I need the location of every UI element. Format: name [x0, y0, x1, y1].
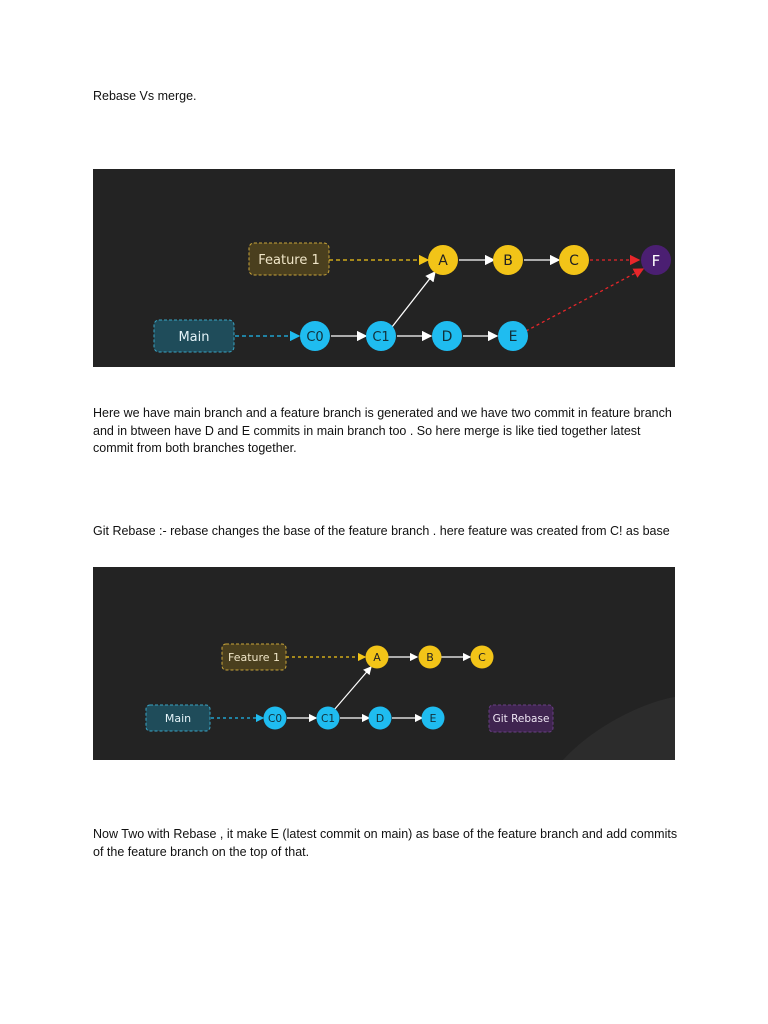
- git-rebase-label: [489, 705, 553, 732]
- edge-e-f: [526, 269, 643, 331]
- svg-text:E: E: [429, 712, 437, 725]
- commit-c1: [317, 707, 340, 730]
- svg-text:C: C: [478, 651, 486, 664]
- svg-text:A: A: [438, 253, 448, 269]
- rebase-diagram: [93, 567, 675, 760]
- svg-text:Feature 1: Feature 1: [227, 651, 281, 664]
- commit-e: [498, 321, 528, 351]
- merge-explanation: Here we have main branch and a feature branch is generated and we have two commit in feature branch and in btween have D and E commits in main branch too . So here merge is like tied together latest commit from both branches together.: [93, 406, 672, 455]
- svg-text:Feature 1: Feature 1: [258, 253, 320, 268]
- rebase-explanation: Now Two with Rebase , it make E (latest commit on main) as base of the feature branch and add commits of the feature branch on the top of that.: [93, 827, 678, 859]
- feature-branch-label: [249, 243, 329, 275]
- svg-text:F: F: [651, 252, 661, 270]
- svg-text:C1: C1: [372, 330, 390, 345]
- commit-a: [428, 245, 458, 275]
- commit-c: [471, 646, 494, 669]
- commit-c1: [366, 321, 396, 351]
- merge-diagram: [93, 169, 675, 367]
- svg-text:C: C: [569, 253, 579, 269]
- commit-e: [422, 707, 445, 730]
- svg-text:E: E: [508, 329, 518, 345]
- commit-b: [419, 646, 442, 669]
- edge-c1-a: [334, 667, 371, 710]
- svg-text:C0: C0: [306, 330, 324, 345]
- main-branch-label: [146, 705, 210, 731]
- svg-text:A: A: [373, 651, 381, 664]
- commit-c0: [300, 321, 330, 351]
- edge-c1-a: [392, 272, 435, 327]
- svg-text:Main: Main: [178, 330, 210, 345]
- commit-c: [559, 245, 589, 275]
- commit-a: [366, 646, 389, 669]
- rebase-intro: Git Rebase :- rebase changes the base of the feature branch . here feature was created from C! as base: [93, 524, 670, 538]
- commit-d: [432, 321, 462, 351]
- background-swoosh: [563, 697, 675, 760]
- svg-text:D: D: [375, 712, 385, 725]
- svg-text:B: B: [503, 253, 513, 269]
- svg-text:Main: Main: [164, 712, 192, 725]
- svg-text:D: D: [441, 329, 453, 345]
- svg-text:C0: C0: [267, 713, 283, 725]
- main-branch-label: [154, 320, 234, 352]
- svg-text:B: B: [426, 651, 434, 664]
- merge-commit-f: [641, 245, 671, 275]
- svg-text:C1: C1: [320, 713, 336, 725]
- svg-text:Git Rebase: Git Rebase: [492, 713, 550, 725]
- commit-c0: [264, 707, 287, 730]
- feature-branch-label: [222, 644, 286, 670]
- commit-d: [369, 707, 392, 730]
- commit-b: [493, 245, 523, 275]
- document-title: Rebase Vs merge.: [93, 89, 197, 103]
